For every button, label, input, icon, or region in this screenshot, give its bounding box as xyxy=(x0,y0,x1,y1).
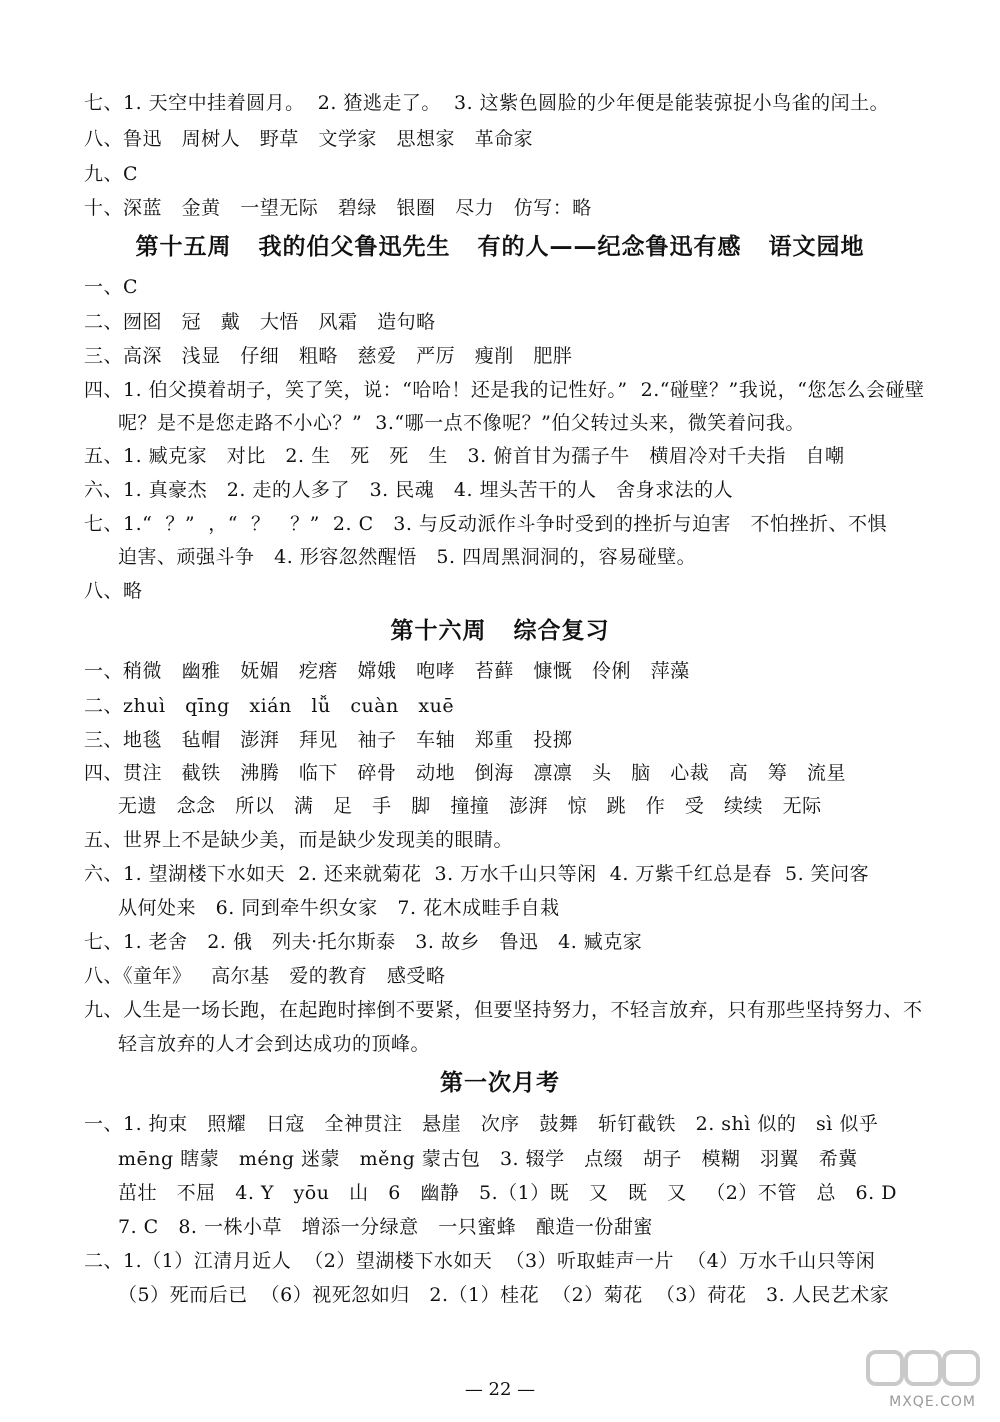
text-line: 轻言放弃的人才会到达成功的顶峰。 xyxy=(118,1033,431,1055)
text-line: （5）死而后已 （6）视死忽如归 2.（1）桂花 （2）菊花 （3）荷花 3. 人民艺术家 xyxy=(118,1284,890,1306)
text-line: 7. C 8. 一株小草 增添一分绿意 一只蜜蜂 酿造一份甜蜜 xyxy=(118,1216,653,1238)
page-number: — 22 — xyxy=(464,1379,536,1400)
text-line: 三、地毯 毡帽 澎湃 拜见 袖子 车轴 郑重 投掷 xyxy=(84,729,573,751)
text-line: 六、1. 望湖楼下水如天 2. 还来就菊花 3. 万水千山只等闲 4. 万紫千红总是春 5. 笑问客 xyxy=(84,863,870,885)
section-heading: 第十五周 我的伯父鲁迅先生 有的人——纪念鲁迅有感 语文园地 xyxy=(135,234,865,260)
text-line: 八、《童年》 高尔基 爱的教育 感受略 xyxy=(84,965,446,987)
text-line: 茁壮 不屈 4. Y yōu 山 6 幽静 5.（1）既 又 既 又 （2）不管 总 6. D xyxy=(118,1182,897,1204)
text-line: 一、C xyxy=(84,276,139,298)
text-line: 一、稍微 幽雅 妩媚 疙瘩 嫦娥 咆哮 苔藓 慷慨 伶俐 萍藻 xyxy=(84,660,690,682)
text-line: 七、1. 天空中挂着圆月。 2. 猹逃走了。 3. 这紫色圆脸的少年便是能装弶捉小鸟雀的闰土。 xyxy=(84,92,890,114)
text-line: 二、1.（1）江清月近人 （2）望湖楼下水如天 （3）听取蛙声一片 （4）万水千山只等闲 xyxy=(84,1250,876,1272)
text-line: 四、贯注 截铁 沸腾 临下 碎骨 动地 倒海 凛凛 头 脑 心裁 高 筹 流星 xyxy=(84,762,847,784)
section-heading: 第十六周 综合复习 xyxy=(390,618,610,644)
text-line: 三、高深 浅显 仔细 粗略 慈爱 严厉 瘦削 肥胖 xyxy=(84,345,573,367)
text-line: 八、鲁迅 周树人 野草 文学家 思想家 革命家 xyxy=(84,128,534,150)
text-line: 十、深蓝 金黄 一望无际 碧绿 银圈 尽力 仿写：略 xyxy=(84,197,592,219)
text-line: 六、1. 真豪杰 2. 走的人多了 3. 民魂 4. 埋头苦干的人 舍身求法的人 xyxy=(84,479,734,501)
text-line: 八、略 xyxy=(84,580,143,602)
text-line: 呢？是不是您走路不小心？” 3.“哪一点不像呢？”伯父转过头来，微笑着问我。 xyxy=(118,412,805,434)
text-line: 二、zhuì qīng xián lǚ cuàn xuē xyxy=(84,695,455,717)
text-line: 九、C xyxy=(84,163,139,185)
text-line: 四、1. 伯父摸着胡子，笑了笑，说：“哈哈！还是我的记性好。” 2.“碰壁？”我说，“您怎么会碰壁 xyxy=(84,379,925,401)
text-line: 九、人生是一场长跑，在起跑时摔倒不要紧，但要坚持努力，不轻言放弃，只有那些坚持努力、不 xyxy=(84,999,923,1021)
text-line: 五、1. 臧克家 对比 2. 生 死 死 生 3. 俯首甘为孺子牛 横眉冷对千夫指 自嘲 xyxy=(84,445,845,467)
text-line: 一、1. 拘束 照耀 日寇 全神贯注 悬崖 次序 鼓舞 斩钉截铁 2. shì 似的 sì 似乎 xyxy=(84,1113,879,1135)
text-line: 迫害、顽强斗争 4. 形容忽然醒悟 5. 四周黑洞洞的，容易碰壁。 xyxy=(118,546,697,568)
section-heading: 第一次月考 xyxy=(440,1070,560,1096)
text-line: 七、1. 老舍 2. 俄 列夫·托尔斯泰 3. 故乡 鲁迅 4. 臧克家 xyxy=(84,931,643,953)
watermark-text: MXQE.COM xyxy=(889,1394,976,1410)
text-line: mēng 瞎蒙 méng 迷蒙 měng 蒙古包 3. 辍学 点缀 胡子 模糊 羽翼 希冀 xyxy=(118,1148,858,1170)
text-line: 从何处来 6. 同到牵牛织女家 7. 花木成畦手自栽 xyxy=(118,897,560,919)
text-line: 五、世界上不是缺少美，而是缺少发现美的眼睛。 xyxy=(84,829,514,851)
text-line: 无遗 念念 所以 满 足 手 脚 撞撞 澎湃 惊 跳 作 受 续续 无际 xyxy=(118,795,822,817)
text-line: 二、囫囵 冠 戴 大悟 风霜 造句略 xyxy=(84,311,436,333)
text-line: 七、1.“ ？” ，“ ？ ？” 2. C 3. 与反动派作斗争时受到的挫折与迫害 不怕挫折、不惧 xyxy=(84,513,888,535)
